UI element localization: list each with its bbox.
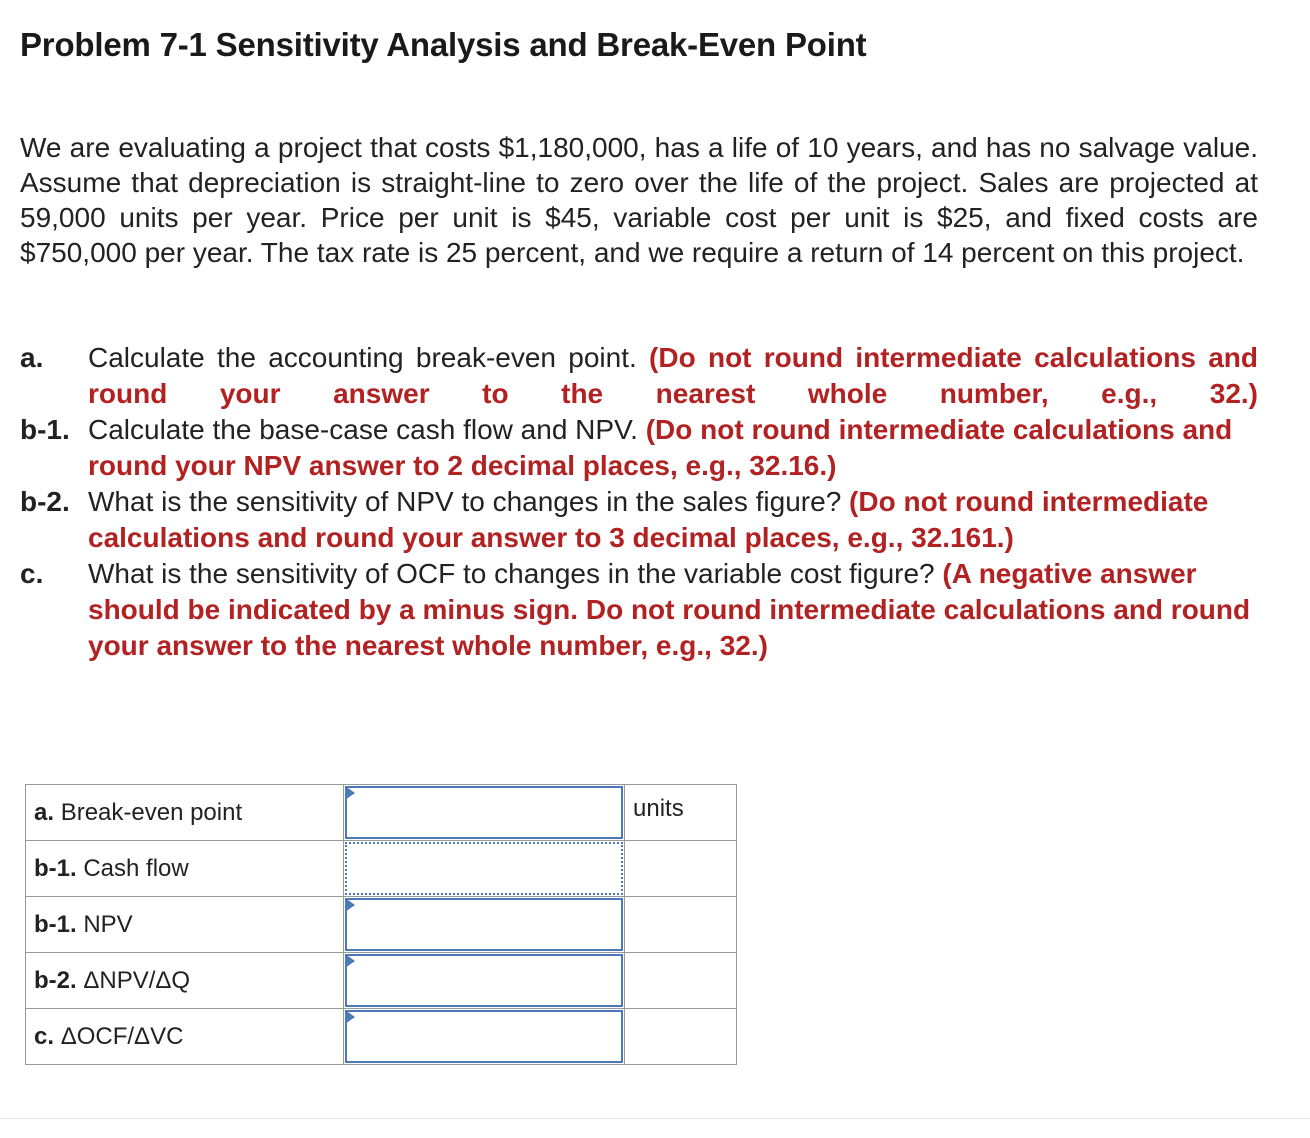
row-label [26, 841, 344, 897]
question-label: c. [20, 558, 44, 589]
flag-icon [345, 786, 355, 800]
question-instruction: (Do not round intermediate calculations and round your NPV answer to 2 decimal places, e.g., 32.16.) [88, 414, 1233, 481]
row-prefix: c. [34, 1022, 55, 1050]
question-body [88, 412, 1258, 484]
table-row-npv-sensitivity [26, 953, 737, 1009]
flag-icon [345, 954, 355, 968]
question-list [20, 340, 1258, 664]
question-label: b-1. [20, 414, 70, 445]
question-instruction: (Do not round intermediate calculations and round your answer to 3 decimal places, e.g., 32.161.) [88, 486, 1209, 553]
row-label [26, 1009, 344, 1065]
question-label: b-2. [20, 486, 70, 517]
question-text: What is the sensitivity of OCF to changes in the variable cost figure? [88, 558, 935, 589]
answer-cell [344, 841, 625, 897]
npv-sensitivity-input[interactable] [345, 954, 623, 1007]
question-text: Calculate the base-case cash flow and NPV. [88, 414, 638, 445]
table-row-break-even [26, 785, 737, 841]
row-prefix: b-1. [34, 854, 77, 882]
question-instruction: (Do not round intermediate calculations and round your answer to the nearest whole number, e.g., 32.) [88, 342, 1259, 409]
question-instruction: (A negative answer should be indicated by a minus sign. Do not round intermediate calculations and round your answer to the nearest whole number, e.g., 32.) [88, 558, 1251, 661]
table-row-npv [26, 897, 737, 953]
flag-icon [345, 898, 355, 912]
flag-icon [345, 1010, 355, 1024]
npv-input[interactable] [345, 898, 623, 951]
question-text: What is the sensitivity of NPV to changes in the sales figure? [88, 486, 842, 517]
unit-label [625, 953, 737, 1009]
row-label-text: Break-even point [60, 798, 243, 826]
table-row-cash-flow [26, 841, 737, 897]
ocf-sensitivity-input[interactable] [345, 1010, 623, 1063]
row-prefix: b-1. [34, 910, 77, 938]
question-text: Calculate the accounting break-even point. [88, 342, 637, 373]
question-c [20, 556, 1258, 664]
question-body [88, 556, 1258, 664]
unit-label: units [625, 785, 737, 841]
question-b1 [20, 412, 1258, 484]
answer-cell [344, 953, 625, 1009]
row-label-text: NPV [83, 910, 133, 938]
page-title: Problem 7-1 Sensitivity Analysis and Break-Even Point [20, 26, 867, 63]
question-body [88, 484, 1258, 556]
cash-flow-input[interactable] [345, 842, 623, 895]
row-prefix: b-2. [34, 966, 77, 994]
question-label: a. [20, 342, 44, 373]
unit-label [625, 897, 737, 953]
row-label-text: Cash flow [83, 854, 189, 882]
answer-cell [344, 1009, 625, 1065]
answer-cell [344, 785, 625, 841]
footer-divider [0, 1118, 1310, 1119]
answer-cell [344, 897, 625, 953]
problem-statement: We are evaluating a project that costs $1,180,000, has a life of 10 years, and has no salvage value. Assume that depreciation is straight-line to zero over the life of the project. Sales are projected at 59,000 units per year. Price per unit is $45, variable cost per unit is $25, and fixed costs are $750,000 per year. The tax rate is 25 percent, and we require a return of 14 percent on this project. [20, 132, 1258, 268]
unit-label [625, 841, 737, 897]
unit-label [625, 1009, 737, 1065]
row-label [26, 785, 344, 841]
row-label-text: ΔNPV/ΔQ [83, 966, 191, 994]
question-b2 [20, 484, 1258, 556]
row-label [26, 953, 344, 1009]
question-a [20, 340, 1258, 412]
row-prefix: a. [34, 798, 55, 826]
row-label [26, 897, 344, 953]
break-even-input[interactable] [345, 786, 623, 839]
question-body [88, 340, 1258, 412]
answer-table [25, 784, 737, 1065]
table-row-ocf-sensitivity [26, 1009, 737, 1065]
row-label-text: ΔOCF/ΔVC [60, 1022, 184, 1050]
